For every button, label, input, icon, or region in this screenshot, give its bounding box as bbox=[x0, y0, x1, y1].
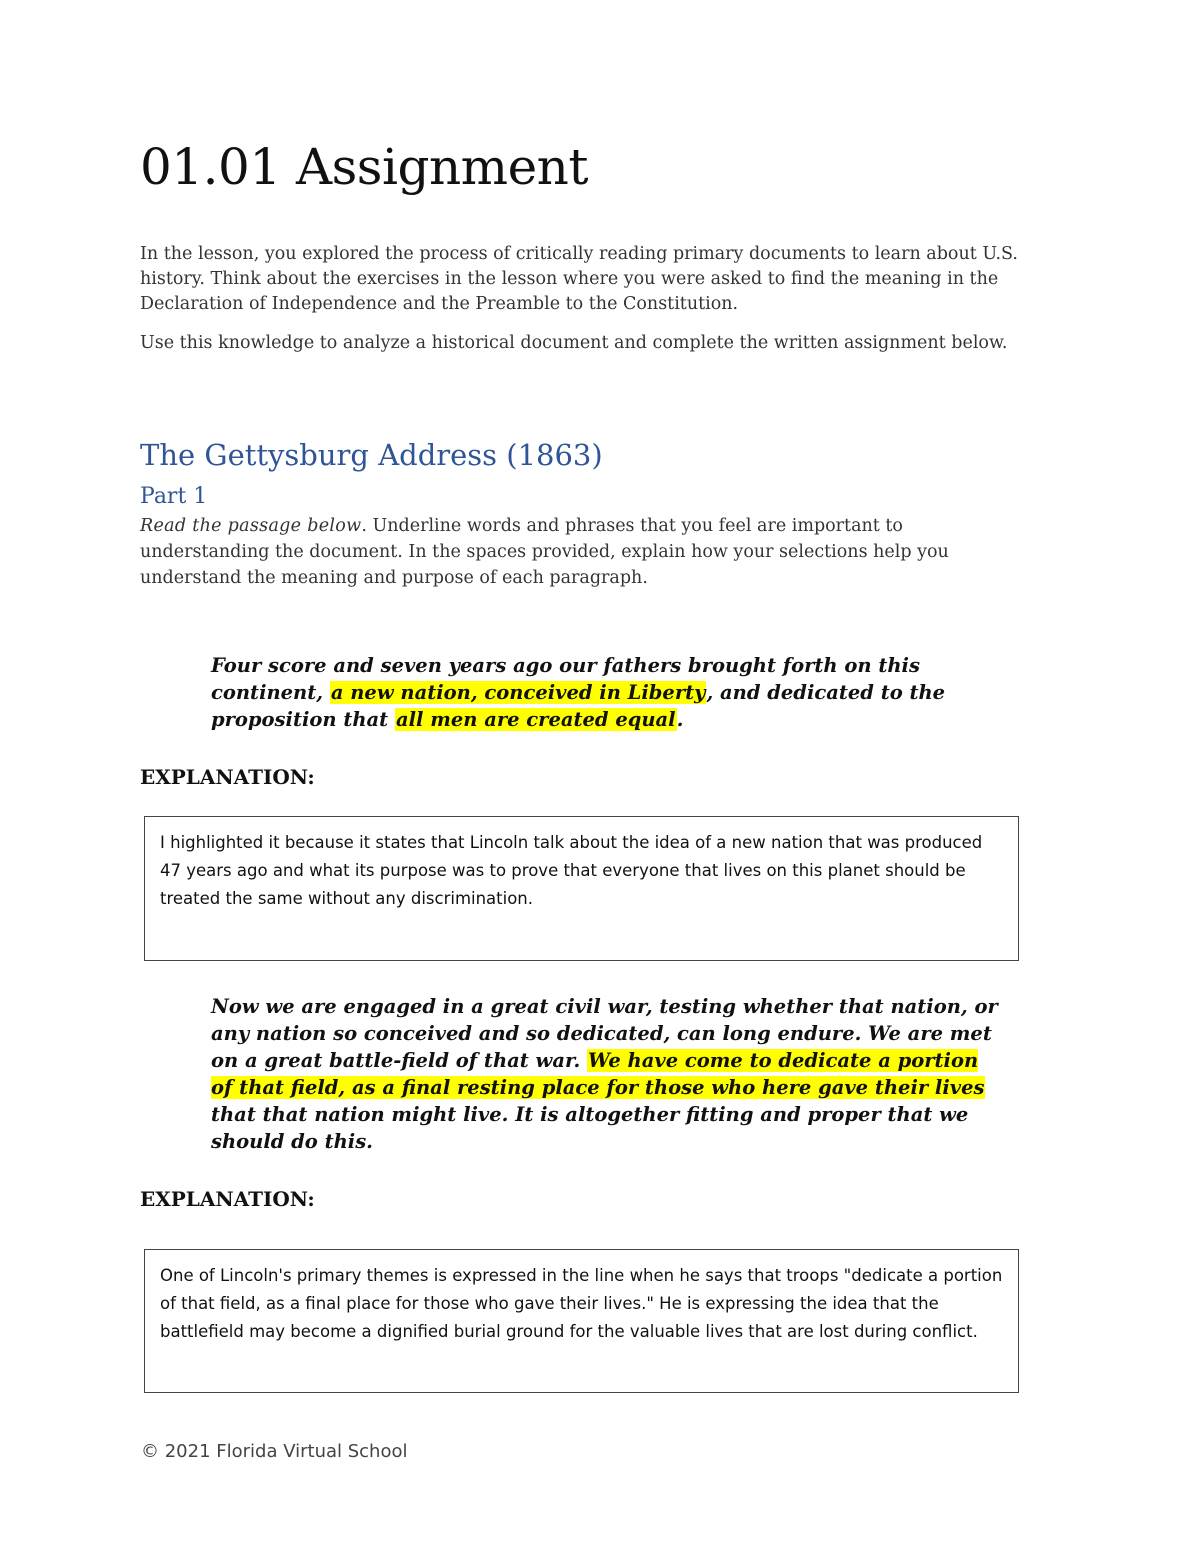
passage-text: Now we are engaged in a great civil war, testing whether that nation, or any nation so conceived and so dedicated, can long endure. We are met on a great battle-field of that war. bbox=[211, 995, 998, 1072]
passage-text: Four score and seven years ago our fathers brought forth on this continent, bbox=[211, 654, 920, 704]
passage-1 bbox=[211, 652, 1001, 733]
passage-2 bbox=[211, 993, 1001, 1155]
instructions-lead: Read the passage below bbox=[140, 516, 362, 536]
section-heading: The Gettysburg Address (1863) bbox=[140, 438, 603, 472]
intro-paragraph-2: Use this knowledge to analyze a historical document and complete the written assignment below. bbox=[140, 333, 1008, 353]
explanation-label: EXPLANATION: bbox=[140, 765, 315, 789]
part-heading: Part 1 bbox=[140, 484, 208, 509]
instructions bbox=[140, 513, 1020, 591]
passage-text: . bbox=[676, 708, 684, 731]
page-title: 01.01 Assignment bbox=[140, 138, 588, 196]
answer-box-2[interactable]: One of Lincoln's primary themes is expressed in the line when he says that troops "dedicate a portion of that field, as a final place for those who gave their lives." He is expressing the idea that the battlefield may become a dignified burial ground for the valuable lives that are lost during conflict. bbox=[144, 1249, 1019, 1393]
passage-text: that that nation might live. It is altogether fitting and proper that we should do this. bbox=[211, 1103, 969, 1153]
highlighted-phrase: a new nation, conceived in Liberty bbox=[330, 681, 706, 704]
intro-paragraph-1: In the lesson, you explored the process of critically reading primary documents to learn about U.S. history. Think about the exercises in the lesson where you were asked to find the meaning in the Declaration of Independence and the Preamble to the Constitution. bbox=[140, 244, 1018, 314]
instructions-rest: . Underline words and phrases that you feel are important to understanding the document. In the spaces provided, explain how your selections help you understand the meaning and purpose of each paragraph. bbox=[140, 516, 949, 588]
highlighted-phrase: We have come to dedicate a portion of that field, as a final resting place for those who here gave their lives bbox=[211, 1049, 985, 1099]
explanation-label: EXPLANATION: bbox=[140, 1187, 315, 1211]
footer-copyright: © 2021 Florida Virtual School bbox=[141, 1441, 408, 1462]
highlighted-phrase: all men are created equal bbox=[395, 708, 676, 731]
passage-text: , and dedicated to the proposition that bbox=[211, 681, 946, 731]
answer-box-1[interactable]: I highlighted it because it states that Lincoln talk about the idea of a new nation that was produced 47 years ago and what its purpose was to prove that everyone that lives on this planet should be treated the same without any discrimination. bbox=[144, 816, 1019, 961]
